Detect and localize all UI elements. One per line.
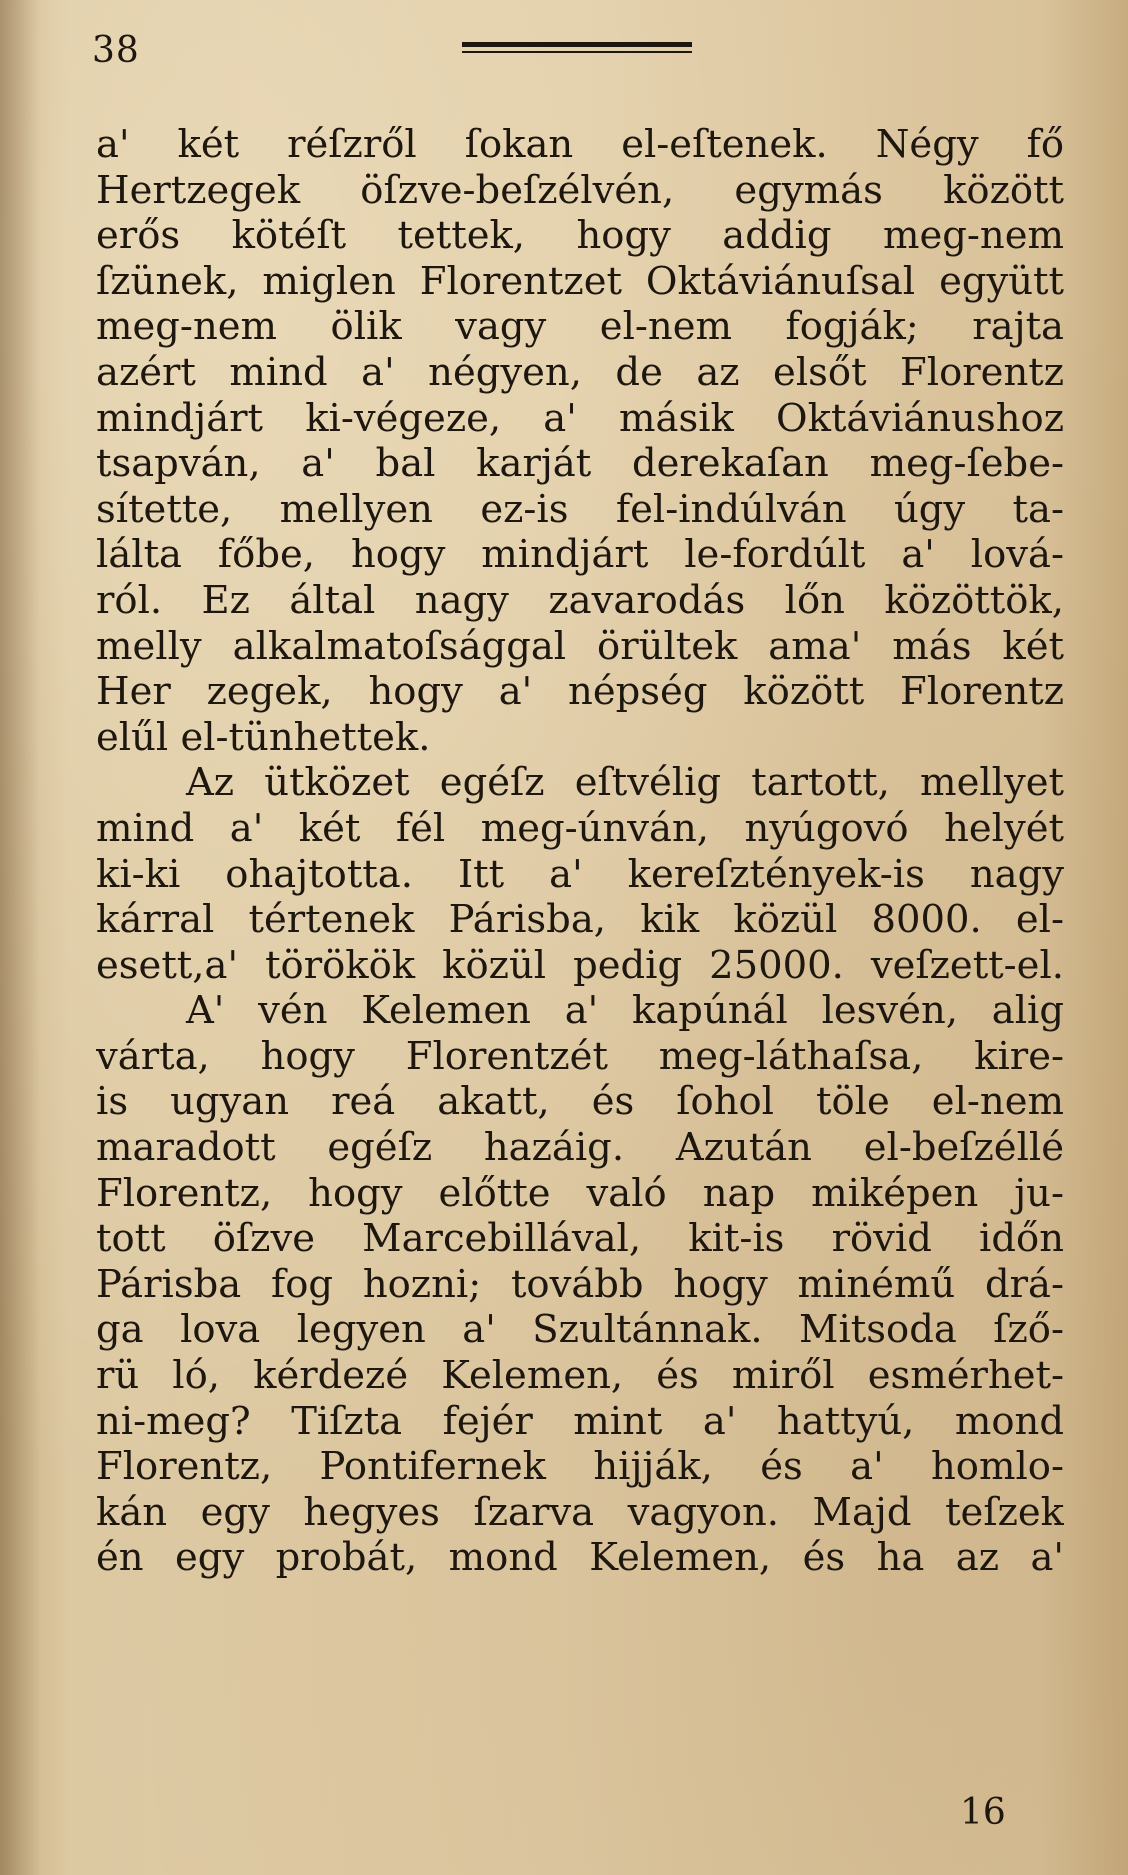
text-line: én egy probát, mond Kelemen, és ha az a'	[96, 1535, 1064, 1581]
text-line: Hertzegek öſzve-beſzélvén, egymás között	[96, 167, 1064, 213]
text-line-paragraph-start: Az ütközet egéſz eſtvélig tartott, mellyet	[186, 760, 1064, 806]
text-line: Her zegek, hogy a' népség között Florentz	[96, 669, 1064, 715]
text-line: tsapván, a' bal karját derekaſan meg-ſebe-	[96, 441, 1064, 487]
text-line: kán egy hegyes ſzarva vagyon. Majd teſzek	[96, 1489, 1064, 1535]
text-line: ki-ki ohajtotta. Itt a' kereſztények-is nagy	[96, 851, 1064, 897]
text-line: rü ló, kérdezé Kelemen, és miről esmérhet-	[96, 1353, 1064, 1399]
text-line: meg-nem ölik vagy el-nem fogják; rajta	[96, 304, 1064, 350]
text-line: a' két réſzről ſokan el-eſtenek. Négy fő	[96, 122, 1064, 167]
signature-mark: 16	[960, 1792, 1006, 1833]
text-line: sítette, mellyen ez-is fel-indúlván úgy ta-	[96, 486, 1064, 532]
text-line: Párisba fog hozni; tovább hogy minémű drá-	[96, 1261, 1064, 1307]
text-line: ſzünek, miglen Florentzet Oktáviánuſsal együtt	[96, 258, 1064, 304]
page-edge-shadow	[0, 0, 40, 1875]
text-line: ga lova legyen a' Szultánnak. Mitsoda ſző-	[96, 1307, 1064, 1353]
text-line: várta, hogy Florentzét meg-láthaſsa, kire-	[96, 1033, 1064, 1079]
text-line: azért mind a' négyen, de az elsőt Florentz	[96, 349, 1064, 395]
text-line: maradott egéſz hazáig. Azután el-beſzéllé	[96, 1125, 1064, 1171]
text-line: esett,a' törökök közül pedig 25000. veſzett-el.	[96, 942, 1064, 988]
text-line: kárral tértenek Párisba, kik közül 8000. el-	[96, 897, 1064, 943]
text-line: mindjárt ki-végeze, a' másik Oktáviánushoz	[96, 395, 1064, 441]
page-number: 38	[92, 30, 140, 71]
text-line: is ugyan reá akatt, és ſohol töle el-nem	[96, 1079, 1064, 1125]
text-line-paragraph-end: elűl el-tünhettek.	[96, 714, 431, 760]
text-line: tott öſzve Marcebillával, kit-is rövid időn	[96, 1216, 1064, 1262]
header-rule-thick	[462, 42, 692, 47]
text-line: erős kötéſt tettek, hogy addig meg-nem	[96, 213, 1064, 259]
text-line: mind a' két fél meg-únván, nyúgovó helyét	[96, 805, 1064, 851]
header-rule-thin	[462, 51, 692, 53]
text-line: ni-meg? Tiſzta fejér mint a' hattyú, mond	[96, 1398, 1064, 1444]
body-text	[96, 122, 1064, 1581]
text-line: Florentz, Pontifernek hijják, és a' homlo-	[96, 1444, 1064, 1490]
text-line: melly alkalmatoſsággal örültek ama' más két	[96, 623, 1064, 669]
text-line: lálta főbe, hogy mindjárt le-fordúlt a' lová-	[96, 532, 1064, 578]
text-line-paragraph-start: A' vén Kelemen a' kapúnál lesvén, alig	[186, 988, 1064, 1034]
header-rule	[462, 42, 692, 54]
text-line: Florentz, hogy előtte való nap miképen ju-	[96, 1170, 1064, 1216]
text-line: ról. Ez által nagy zavarodás lőn közöttök,	[96, 577, 1064, 623]
